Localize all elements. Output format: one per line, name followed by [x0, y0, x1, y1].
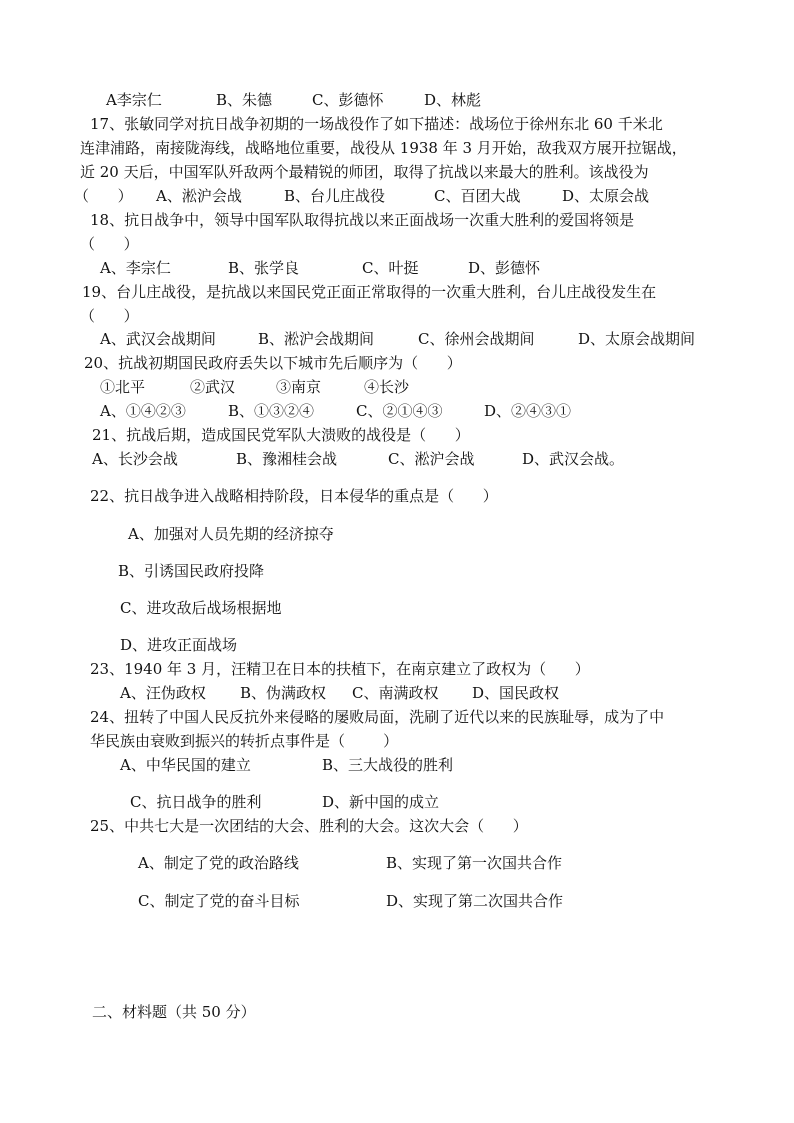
- q23-option-a: A、汪伪政权: [120, 684, 206, 702]
- q18-option-c: C、叶挺: [362, 259, 419, 277]
- q20-item-3: ③南京: [276, 378, 322, 396]
- q17-stem-line-3: 近 20 天后，中国军队歼敌两个最精锐的师团，取得了抗战以来最大的胜利。该战役为: [80, 163, 649, 181]
- q21-option-d: D、武汉会战。: [522, 450, 625, 468]
- q21-option-b: B、豫湘桂会战: [236, 450, 338, 468]
- q20-option-d: D、②④③①: [484, 402, 572, 420]
- q21-option-a: A、长沙会战: [92, 450, 178, 468]
- q22-option-d: D、进攻正面战场: [120, 636, 238, 654]
- q23-option-d: D、国民政权: [472, 684, 560, 702]
- q16-option-d: D、林彪: [424, 91, 482, 109]
- q24-stem-line-1: 24、扭转了中国人民反抗外来侵略的屡败局面，洗刷了近代以来的民族耻辱，成为了中: [90, 708, 665, 726]
- q21-option-c: C、淞沪会战: [388, 450, 475, 468]
- q20-item-1: ①北平: [100, 378, 146, 396]
- q24-option-b: B、三大战役的胜利: [322, 756, 454, 774]
- q19-option-a: A、武汉会战期间: [100, 330, 216, 348]
- q20-item-4: ④长沙: [364, 378, 410, 396]
- q18-blank: （ ）: [80, 235, 139, 253]
- q24-option-a: A、中华民国的建立: [120, 756, 251, 774]
- q25-option-b: B、实现了第一次国共合作: [386, 854, 563, 872]
- q17-stem-line-2: 连津浦路，南接陇海线，战略地位重要，战役从 1938 年 3 月开始，敌我双方展开拉锯战，: [80, 139, 687, 157]
- q20-option-c: C、②①④③: [356, 402, 443, 420]
- q25-option-c: C、制定了党的奋斗目标: [138, 892, 300, 910]
- q25-option-a: A、制定了党的政治路线: [138, 854, 299, 872]
- q17-option-c: C、百团大战: [434, 187, 521, 205]
- q25-option-d: D、实现了第二次国共合作: [386, 892, 564, 910]
- q19-option-c: C、徐州会战期间: [418, 330, 535, 348]
- q20-option-a: A、①④②③: [100, 402, 186, 420]
- q18-option-a: A、李宗仁: [100, 259, 171, 277]
- q18-option-b: B、张学良: [228, 259, 300, 277]
- q22-option-a: A、加强对人员先期的经济掠夺: [128, 525, 334, 543]
- q24-option-d: D、新中国的成立: [322, 793, 440, 811]
- q22-option-c: C、进攻敌后战场根据地: [120, 599, 282, 617]
- q23-stem: 23、1940 年 3 月，汪精卫在日本的扶植下，在南京建立了政权为（ ）: [90, 660, 590, 678]
- q23-option-c: C、南满政权: [352, 684, 439, 702]
- q23-option-b: B、伪满政权: [240, 684, 327, 702]
- q19-option-b: B、淞沪会战期间: [258, 330, 375, 348]
- q17-stem-line-1: 17、张敏同学对抗日战争初期的一场战役作了如下描述：战场位于徐州东北 60 千米北: [90, 115, 663, 133]
- q16-option-a: A李宗仁: [106, 91, 162, 109]
- q17-option-a: A、淞沪会战: [156, 187, 242, 205]
- q16-option-c: C、彭德怀: [312, 91, 384, 109]
- q22-stem: 22、抗日战争进入战略相持阶段，日本侵华的重点是（ ）: [90, 487, 498, 505]
- q19-option-d: D、太原会战期间: [578, 330, 696, 348]
- q20-stem: 20、抗战初期国民政府丢失以下城市先后顺序为（ ）: [84, 354, 462, 372]
- q19-blank: （ ）: [80, 307, 139, 325]
- q20-option-b: B、①③②④: [228, 402, 315, 420]
- q18-option-d: D、彭德怀: [468, 259, 541, 277]
- q24-option-c: C、抗日战争的胜利: [130, 793, 262, 811]
- q17-option-d: D、太原会战: [562, 187, 650, 205]
- q17-blank: （ ）: [74, 187, 133, 205]
- q16-option-b: B、朱德: [216, 91, 273, 109]
- q19-stem-line-1: 19、台儿庄战役，是抗战以来国民党正面正常取得的一次重大胜利，台儿庄战役发生在: [82, 283, 657, 301]
- q22-option-b: B、引诱国民政府投降: [118, 562, 265, 580]
- q21-stem: 21、抗战后期，造成国民党军队大溃败的战役是（ ）: [92, 426, 470, 444]
- q20-item-2: ②武汉: [190, 378, 236, 396]
- section-2-title: 二、材料题（共 50 分）: [92, 1003, 256, 1021]
- q24-stem-line-2: 华民族由衰败到振兴的转折点事件是（ ）: [90, 732, 399, 750]
- q25-stem: 25、中共七大是一次团结的大会、胜利的大会。这次大会（ ）: [90, 817, 528, 835]
- q17-option-b: B、台儿庄战役: [284, 187, 386, 205]
- q18-stem-line-1: 18、抗日战争中，领导中国军队取得抗战以来正面战场一次重大胜利的爱国将领是: [90, 211, 635, 229]
